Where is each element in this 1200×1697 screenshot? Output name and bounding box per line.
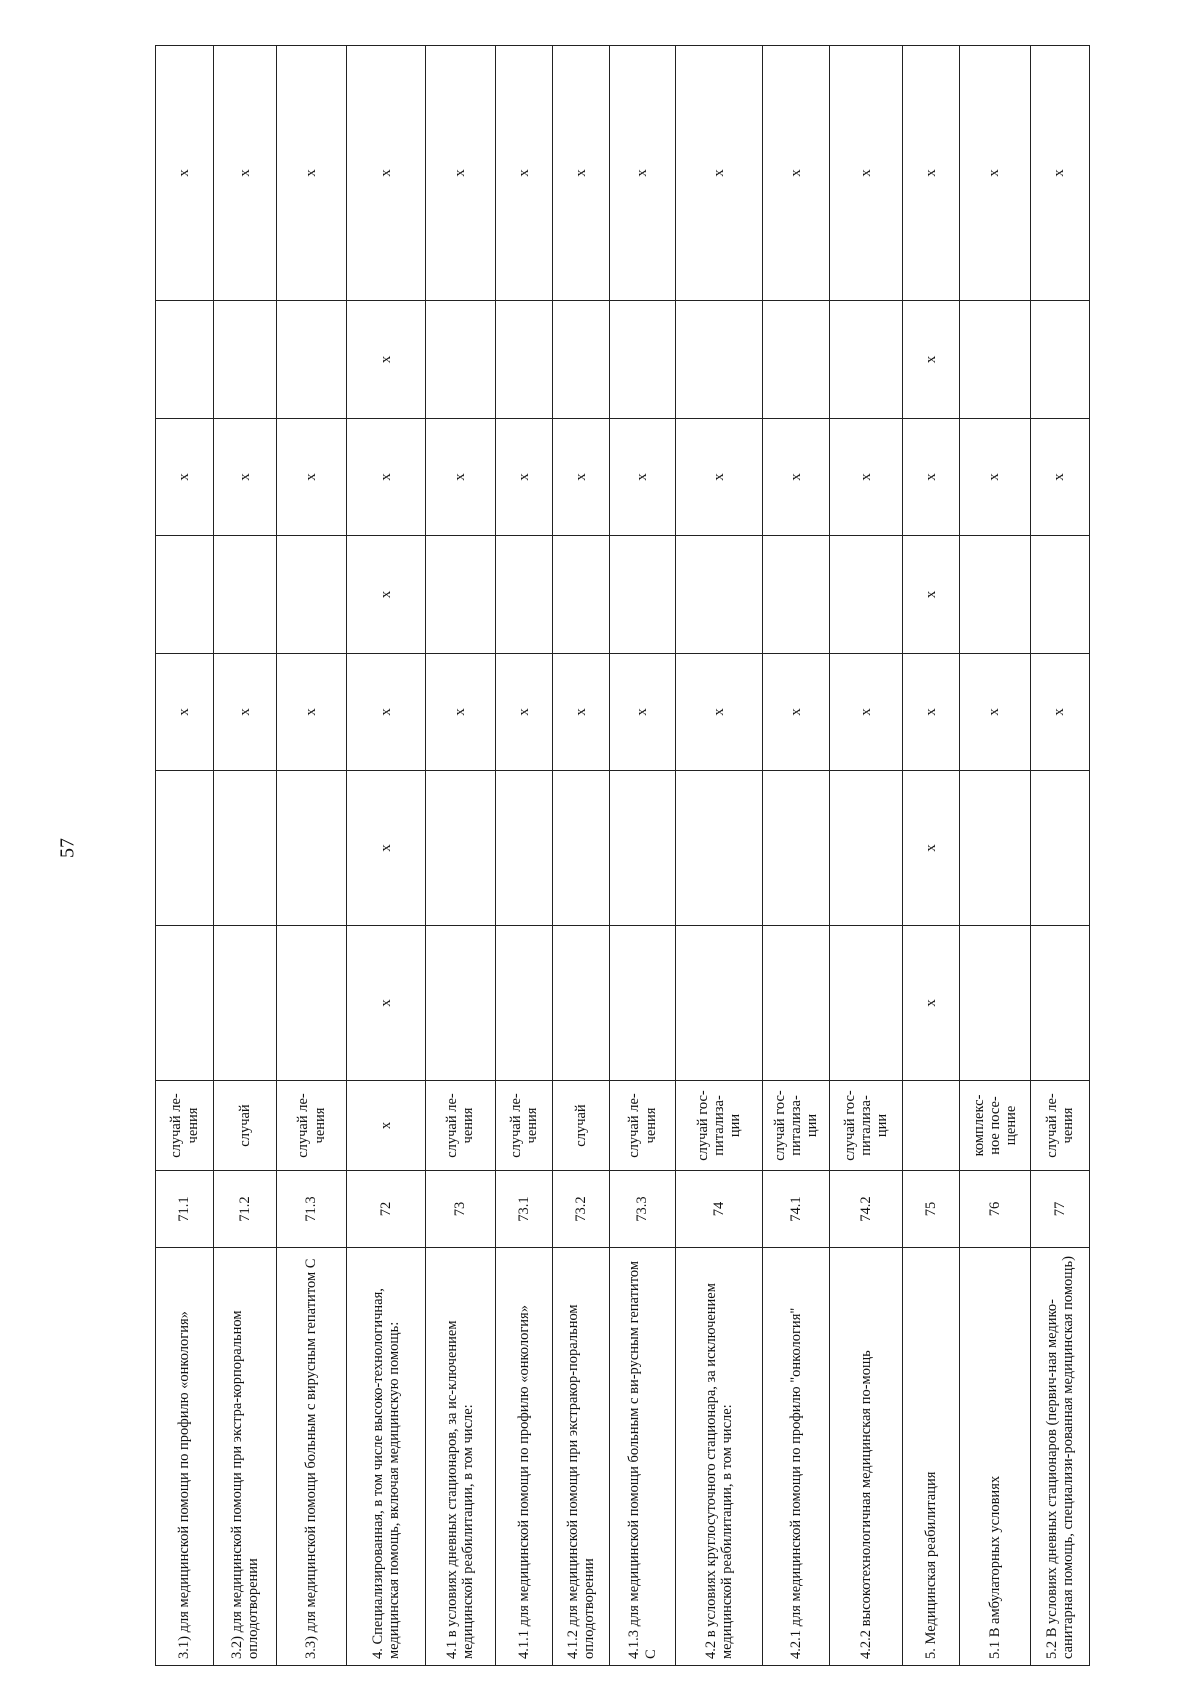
row-code: 71.2 — [214, 1171, 277, 1248]
value-cell: х — [1030, 654, 1089, 771]
table-row — [214, 46, 277, 1666]
value-cell — [763, 301, 830, 419]
table-row — [425, 46, 495, 1666]
value-cell — [763, 926, 830, 1081]
value-cell: х — [610, 46, 676, 301]
row-code: 73.3 — [610, 1171, 676, 1248]
row-unit: случай ле-чения — [610, 1081, 676, 1171]
row-name: 3.2) для медицинской помощи при экстра-корпоральном оплодотворении — [214, 1248, 277, 1666]
value-cell — [960, 771, 1030, 926]
value-cell: х — [496, 46, 553, 301]
value-cell: х — [676, 419, 763, 536]
value-cell: х — [156, 419, 214, 536]
value-cell — [676, 536, 763, 654]
row-unit: случай ле-чения — [496, 1081, 553, 1171]
row-code: 74.1 — [763, 1171, 830, 1248]
value-cell: х — [903, 46, 960, 301]
value-cell — [1030, 536, 1089, 654]
value-cell — [425, 301, 495, 419]
row-unit — [903, 1081, 960, 1171]
value-cell — [610, 301, 676, 419]
row-code: 71.1 — [156, 1171, 214, 1248]
value-cell: х — [347, 301, 425, 419]
value-cell — [553, 536, 610, 654]
value-cell: х — [347, 46, 425, 301]
value-cell — [214, 926, 277, 1081]
value-cell: х — [347, 654, 425, 771]
value-cell — [553, 926, 610, 1081]
value-cell — [830, 301, 903, 419]
table-row — [347, 46, 425, 1666]
value-cell: х — [1030, 46, 1089, 301]
value-cell: х — [676, 654, 763, 771]
page-number: 57 — [56, 838, 79, 858]
value-cell — [960, 926, 1030, 1081]
row-code: 72 — [347, 1171, 425, 1248]
value-cell: х — [156, 654, 214, 771]
value-cell: х — [676, 46, 763, 301]
row-code: 76 — [960, 1171, 1030, 1248]
value-cell: х — [214, 654, 277, 771]
row-name: 3.1) для медицинской помощи по профилю «онкология» — [156, 1248, 214, 1666]
value-cell: х — [214, 419, 277, 536]
row-code: 77 — [1030, 1171, 1089, 1248]
value-cell: х — [903, 654, 960, 771]
value-cell — [156, 771, 214, 926]
row-code: 73 — [425, 1171, 495, 1248]
row-code: 73.2 — [553, 1171, 610, 1248]
table-row — [610, 46, 676, 1666]
value-cell: х — [553, 654, 610, 771]
row-name: 4.2 в условиях круглосуточного стационара, за исключением медицинской реабилитации, в том числе: — [676, 1248, 763, 1666]
table-row — [276, 46, 346, 1666]
row-unit: случай гос-питализа-ции — [676, 1081, 763, 1171]
value-cell: х — [960, 419, 1030, 536]
row-code: 71.3 — [276, 1171, 346, 1248]
value-cell: х — [610, 419, 676, 536]
value-cell — [496, 926, 553, 1081]
value-cell — [763, 536, 830, 654]
value-cell: х — [276, 46, 346, 301]
row-unit: случай гос-питализа-ции — [763, 1081, 830, 1171]
value-cell — [610, 926, 676, 1081]
row-name: 5. Медицинская реабилитация — [903, 1248, 960, 1666]
value-cell: х — [276, 654, 346, 771]
value-cell: х — [903, 301, 960, 419]
value-cell: х — [425, 654, 495, 771]
value-cell — [156, 926, 214, 1081]
value-cell: х — [347, 771, 425, 926]
value-cell: х — [1030, 419, 1089, 536]
table-row — [960, 46, 1030, 1666]
row-code: 74 — [676, 1171, 763, 1248]
row-name: 4.1.1 для медицинской помощи по профилю «онкология» — [496, 1248, 553, 1666]
value-cell: х — [830, 654, 903, 771]
value-cell — [496, 536, 553, 654]
value-cell: х — [903, 926, 960, 1081]
value-cell: х — [960, 46, 1030, 301]
row-name: 4.2.2 высокотехнологичная медицинская по-мощь — [830, 1248, 903, 1666]
value-cell: х — [903, 419, 960, 536]
table-row — [496, 46, 553, 1666]
table-row — [156, 46, 214, 1666]
value-cell — [830, 536, 903, 654]
value-cell: х — [347, 536, 425, 654]
value-cell — [830, 771, 903, 926]
row-unit: случай — [553, 1081, 610, 1171]
row-code: 75 — [903, 1171, 960, 1248]
value-cell — [676, 926, 763, 1081]
value-cell — [276, 771, 346, 926]
value-cell: х — [425, 46, 495, 301]
value-cell: х — [610, 654, 676, 771]
row-unit: случай ле-чения — [425, 1081, 495, 1171]
row-name: 5.2 В условиях дневных стационаров (первич-ная медико-санитарная помощь, специализи-рованная медицинская помощь) — [1030, 1248, 1089, 1666]
row-name: 4.1 в условиях дневных стационаров, за ис-ключением медицинской реабилитации, в том числе: — [425, 1248, 495, 1666]
value-cell: х — [553, 46, 610, 301]
table-row — [553, 46, 610, 1666]
table-row — [763, 46, 830, 1666]
table-body — [156, 46, 1090, 1666]
value-cell: х — [214, 46, 277, 301]
value-cell — [676, 301, 763, 419]
value-cell: х — [903, 771, 960, 926]
row-name: 4.1.2 для медицинской помощи при экстракор-поральном оплодотворении — [553, 1248, 610, 1666]
value-cell: х — [830, 46, 903, 301]
row-name: 4. Специализированная, в том числе высоко-технологичная, медицинская помощь, включая медицинскую помощь: — [347, 1248, 425, 1666]
value-cell: х — [347, 419, 425, 536]
value-cell — [276, 301, 346, 419]
value-cell — [830, 926, 903, 1081]
value-cell — [156, 301, 214, 419]
value-cell — [276, 926, 346, 1081]
value-cell: х — [903, 536, 960, 654]
table-row — [676, 46, 763, 1666]
table-row — [1030, 46, 1089, 1666]
row-unit: случай ле-чения — [1030, 1081, 1089, 1171]
row-code: 73.1 — [496, 1171, 553, 1248]
value-cell — [214, 536, 277, 654]
value-cell: х — [496, 419, 553, 536]
value-cell — [214, 771, 277, 926]
value-cell: х — [960, 654, 1030, 771]
value-cell — [1030, 771, 1089, 926]
value-cell — [960, 536, 1030, 654]
value-cell: х — [830, 419, 903, 536]
value-cell — [425, 536, 495, 654]
value-cell: х — [763, 654, 830, 771]
row-code: 74.2 — [830, 1171, 903, 1248]
value-cell — [553, 301, 610, 419]
value-cell — [276, 536, 346, 654]
row-unit: х — [347, 1081, 425, 1171]
row-unit: случай ле-чения — [276, 1081, 346, 1171]
value-cell — [214, 301, 277, 419]
value-cell — [610, 771, 676, 926]
value-cell — [960, 301, 1030, 419]
row-unit: комплекс-ное посе-щение — [960, 1081, 1030, 1171]
row-name: 5.1 В амбулаторных условиях — [960, 1248, 1030, 1666]
value-cell: х — [425, 419, 495, 536]
value-cell: х — [763, 419, 830, 536]
value-cell: х — [496, 654, 553, 771]
value-cell: х — [156, 46, 214, 301]
value-cell: х — [763, 46, 830, 301]
value-cell: х — [276, 419, 346, 536]
row-unit: случай гос-питализа-ции — [830, 1081, 903, 1171]
value-cell — [156, 536, 214, 654]
value-cell — [496, 771, 553, 926]
table-row — [830, 46, 903, 1666]
value-cell — [553, 771, 610, 926]
value-cell — [425, 926, 495, 1081]
row-name: 4.1.3 для медицинской помощи больным с ви-русным гепатитом С — [610, 1248, 676, 1666]
value-cell — [496, 301, 553, 419]
value-cell — [676, 771, 763, 926]
row-unit: случай — [214, 1081, 277, 1171]
row-name: 4.2.1 для медицинской помощи по профилю "онкология" — [763, 1248, 830, 1666]
row-name: 3.3) для медицинской помощи больным с вирусным гепатитом С — [276, 1248, 346, 1666]
value-cell: х — [347, 926, 425, 1081]
value-cell — [610, 536, 676, 654]
value-cell — [763, 771, 830, 926]
value-cell — [1030, 301, 1089, 419]
value-cell — [425, 771, 495, 926]
value-cell: х — [553, 419, 610, 536]
table-row — [903, 46, 960, 1666]
rotated-table-wrapper — [155, 46, 1090, 1666]
medical-care-table — [155, 45, 1090, 1666]
row-unit: случай ле-чения — [156, 1081, 214, 1171]
value-cell — [1030, 926, 1089, 1081]
